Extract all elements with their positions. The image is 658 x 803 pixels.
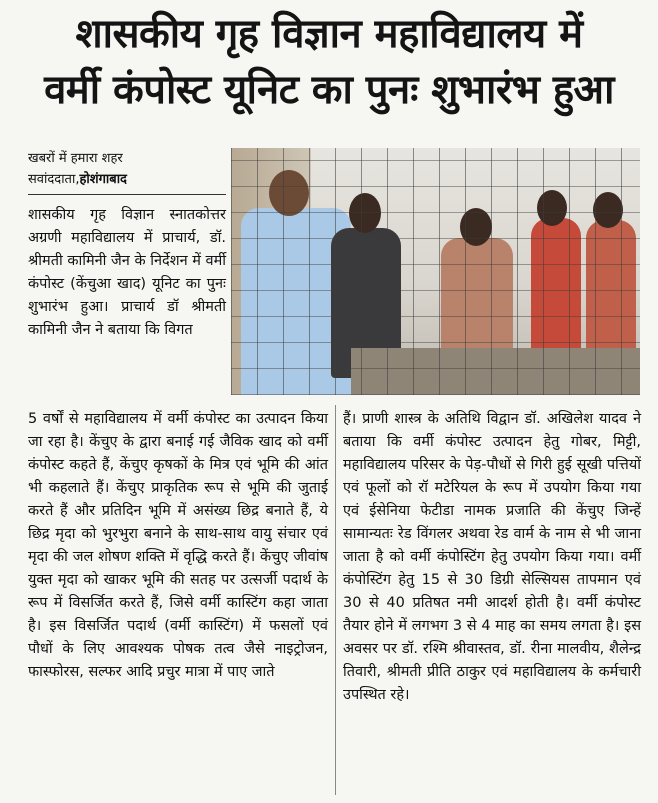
article-column-left-bottom: 5 वर्षों से महाविद्यालय में वर्मी कंपोस्ट का उत्पादन किया जा रहा है। केंचुए के द्वारा बनाई गई जैविक खाद को वर्मी कंपोस्ट कहते हैं, केंचुए कृषकों के मित्र एवं भूमि की आंत भी कहलाते हैं। केंचुए प्राकृतिक रूप से भूमि की जुताई करते हैं और प्रतिदिन भूमि में असंख्य छिद्र बनाते हैं, ये छिद्र मृदा को भुरभुरा बनाने के साथ-साथ वायु संचार एवं मृदा की जल शोषण शक्ति में वृद्धि करते हैं। केंचुए जीवांष युक्त मृदा को खाकर भूमि की सतह पर उत्सर्जी पदार्थ के रूप में विसर्जित करते हैं, जिसे वर्मी कास्टिंग कहा जाता है। इस विसर्जित पदार्थ (वर्मी कास्टिंग) में फसलों एवं पौधों के लिए आवश्यक पोषक तत्व जैसे नाइट्रोजन, फास्फोरस, सल्फर आदि प्रचुर मात्रा में पाए जाते: [28, 411, 328, 680]
headline-line-2: वर्मी कंपोस्ट यूनिट का पुनः शुभारंभ हुआ: [44, 67, 614, 113]
byline: [28, 148, 228, 190]
byline-rule: [28, 194, 226, 195]
dateline-place: होशंगाबाद: [79, 172, 127, 187]
reporter: सवांददाता,: [28, 172, 80, 187]
article-column-right: हैं। प्राणी शास्त्र के अतिथि विद्वान डॉ. अखिलेश यादव ने बताया कि वर्मी कंपोस्ट उत्पादन हेतु गोबर, मिट्टी, महाविद्यालय परिसर के पेड़-पौधों से गिरी हुई सूखी पत्तियों एवं फूलों को रॉ मटेरियल के रूप में उपयोग किया गया एवं ईसेनिया फेटीडा नामक प्रजाति की केंचुए जिन्हें सामान्यतः रेड विंगलर अथवा रेड वार्म के नाम से भी जाना जाता है को वर्मी कंपोस्टिंग हेतु उपयोग किया गया। वर्मी कंपोस्टिंग हेतु 15 से 30 डिग्री सेल्सियस तापमान एवं 30 से 40 प्रतिषत नमी आदर्श होती है। वर्मी कंपोस्ट तैयार होने में लगभग 3 से 4 माह का समय लगता है। इस अवसर पर डॉ. रश्मि श्रीवास्तव, डॉ. रीना मालवीय, शैलेन्द्र तिवारी, श्रीमती प्रीति ठाकुर एवं महाविद्यालय के कर्मचारी उपस्थित रहे।: [343, 411, 641, 703]
photo-wire-mesh: [231, 148, 640, 395]
column-divider: [335, 405, 336, 795]
reporter-line: [28, 169, 228, 190]
news-photo: [231, 148, 640, 395]
article-column-left-top: शासकीय गृह विज्ञान स्नातकोत्तर अग्रणी महाविद्यालय में प्राचार्य, डॉ. श्रीमती कामिनी जैन के निर्देशन में वर्मी कंपोस्ट (केंचुआ खाद) यूनिट का पुनः शुभारंभ हुआ। प्राचार्य डॉ श्रीमती कामिनी जैन ने बताया कि विगत: [28, 207, 226, 338]
headline-line-1: शासकीय गृह विज्ञान महाविद्यालय में: [75, 11, 583, 57]
section-name: खबरों में हमारा शहर: [28, 151, 123, 166]
headline: [0, 6, 658, 118]
